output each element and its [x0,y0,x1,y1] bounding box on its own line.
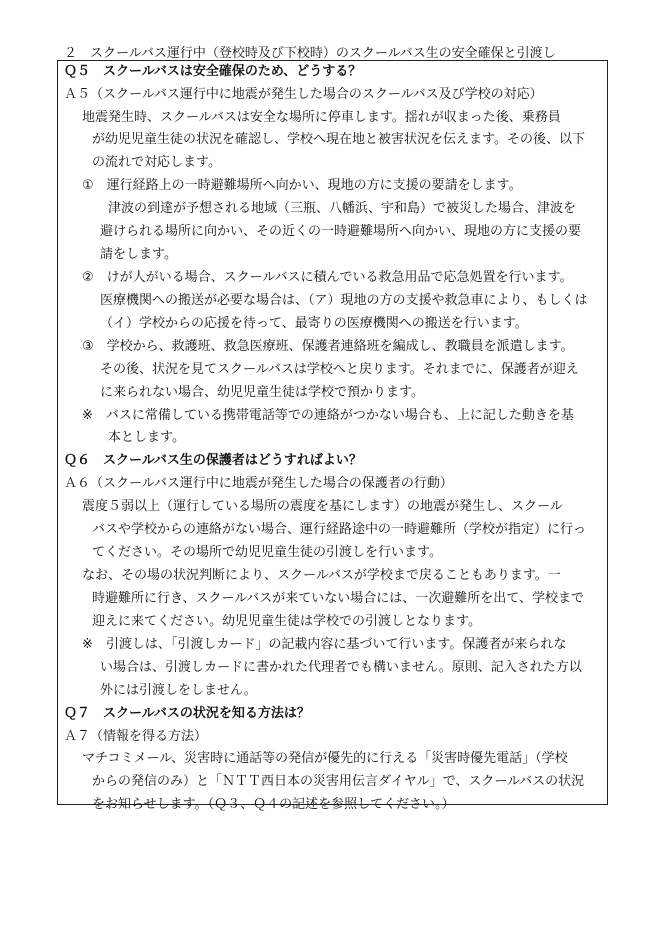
body-text-line: バスや学校からの連絡がない場合、運行経路途中の一時避難所（学校が指定）に行っ [92,522,587,537]
body-text-line: てください。その場所で幼児児童生徒の引渡しを行います。 [92,545,442,560]
answer-heading: Ａ６（スクールバス運行中に地震が発生した場合の保護者の行動） [64,476,453,491]
body-text-line: なお、その場の状況判断により、スクールバスが学校まで戻ることもあります。一 [82,568,561,583]
body-text-line: をお知らせします。（Ｑ３、Ｑ４の記述を参照してください。） [92,797,455,812]
body-text-line: ※ バスに常備している携帯電話等での連絡がつかない場合も、上に記した動きを基 [82,408,574,423]
body-text-line: ※ 引渡しは、「引渡しカード」の記載内容に基づいて行います。保護者が来られな [82,637,567,652]
question-heading: Ｑ７ スクールバスの状況を知る方法は？ [64,706,310,721]
body-text-line: ② けが人がいる場合、スクールバスに積んでいる救急用品で応急処置を行います。 [82,270,573,285]
body-text-line: 時避難所に行き、スクールバスが来ていない場合には、一次避難所を出て、学校まで [92,591,585,606]
body-text-line: の流れで対応します。 [92,155,221,170]
body-text-line: 迎えに来てください。幼児児童生徒は学校での引渡しとなります。 [92,614,481,629]
body-text-line: ③ 学校から、救護班、救急医療班、保護者連絡班を編成し、教職員を派遣します。 [82,339,574,354]
body-text-line: ① 運行経路上の一時避難場所へ向かい、現地の方に支援の要請をします。 [82,178,522,193]
body-text-line: 医療機関への搬送が必要な場合は、（ア）現地の方の支援や救急車により、もしくは [100,293,588,308]
body-text-line: （イ）学校からの応援を待って、最寄りの医療機関への搬送を行います。 [100,316,528,331]
body-text-line: 請をします。 [100,247,177,262]
answer-heading: Ａ７（情報を得る方法） [64,729,208,744]
body-text-line: その後、状況を見てスクールバスは学校へと戻ります。それまでに、保護者が迎え [100,362,579,377]
body-text-line: い場合は、引渡しカードに書かれた代理者でも構いません。原則、記入された方以 [100,660,582,675]
body-text-line: が幼児児童生徒の状況を確認し、学校へ現在地と被害状況を伝えます。その後、以下 [92,132,585,147]
section-heading: ２ スクールバス運行中（登校時及び下校時）のスクールバス生の安全確保と引渡し [64,46,556,61]
body-text-line: 外には引渡しをしません。 [100,683,257,698]
body-text-line: 地震発生時、スクールバスは安全な場所に停車します。揺れが収まった後、乗務員 [82,110,561,125]
body-text-line: 震度５弱以上（運行している場所の震度を基にします）の地震が発生し、スクール [82,499,563,514]
answer-heading: Ａ５（スクールバス運行中に地震が発生した場合のスクールバス及び学校の対応） [64,87,543,102]
question-heading: Ｑ６ スクールバス生の保護者はどうすればよい？ [64,453,362,468]
question-heading: Ｑ５ スクールバスは安全確保のため、どうする？ [64,64,362,79]
body-text-line: 本とします。 [108,430,185,445]
body-text-line: マチコミメール、災害時に通話等の発信が優先的に行える「災害時優先電話」（学校 [82,751,568,766]
body-text-line: からの発信のみ）と「ＮＴＴ西日本の災害用伝言ダイヤル」で、スクールバスの状況 [92,774,585,789]
body-text-line: に来られない場合、幼児児童生徒は学校で預かります。 [100,385,424,400]
body-text-line: 避けられる場所に向かい、その近くの一時避難場所へ向かい、現地の方に支援の要 [100,224,582,239]
body-text-line: 津波の到達が予想される地域（三瓶、八幡浜、宇和島）で被災した場合、津波を [108,201,577,216]
